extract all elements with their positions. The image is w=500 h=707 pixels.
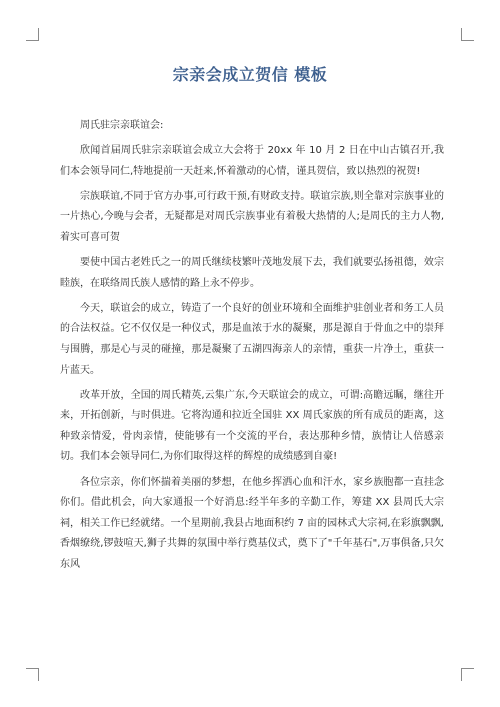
paragraph-3: 要使中国古老姓氏之一的周氏继续枝繁叶茂地发展下去，我们就要弘扬祖德，效宗睦族，在联络周氏族人感情的路上永不停步。	[60, 257, 444, 289]
crop-mark-bottom-right	[461, 668, 474, 681]
paragraph-6: 各位宗亲，你们怀揣着美丽的梦想，在他乡挥洒心血和汗水，家乡族胞都一直挂念你们。借此机会，向大家通报一个好消息:经半年多的辛勤工作，筹建 XX 县周氏大宗祠，相关工作已经就绪。一个星期前,我县占地面积约 7 亩的园林式大宗祠,在彩旗飘飘,香烟缭绕,锣鼓喧天,狮子共舞的氛围中举行奠基仪式，奠下了"千年基石",万事俱备,只欠东风	[60, 476, 444, 570]
crop-mark-top-right	[461, 28, 474, 41]
paragraph-2: 宗族联谊,不同于官方办事,可行政干预,有财政支持。联谊宗族,则全靠对宗族事业的一片热心,今晚与会者，无疑都是对周氏宗族事业有着极大热情的人;是周氏的主力人物,着实可喜可贺	[60, 190, 444, 243]
paragraph-5: 改革开放，全国的周氏精英,云集广东,今天联谊会的成立，可谓:高瞻远瞩，继往开来，开拓创新，与时俱进。它将沟通和拉近全国驻 XX 周氏家族的所有成员的距离，这种致亲情爱，骨肉亲情，使能够有一个交流的平台，表达那种乡情，族情让人倍感亲切。我们本会领导同仁,为你们取得这样的辉煌的成绩感到自豪!	[60, 389, 444, 463]
document-title: 宗亲会成立贺信 模板	[172, 65, 328, 84]
crop-mark-top-left	[26, 28, 39, 41]
document-body	[60, 116, 444, 575]
paragraph-1: 欣闻首届周氏驻宗亲联谊会成立大会将于 20xx 年 10 月 2 日在中山古镇召开,我们本会领导同仁,特地提前一天赶来,怀着激动的心情，谨具贺信，致以热烈的祝贺!	[60, 145, 444, 177]
crop-mark-bottom-left	[26, 668, 39, 681]
salutation: 周氏驻宗亲联谊会:	[80, 120, 164, 131]
paragraph-4: 今天，联谊会的成立，铸造了一个良好的创业环境和全面维护驻创业者和务工人员的合法权益。它不仅仅是一种仪式，那是血浓于水的凝聚，那是源自于骨血之中的崇拜与围腾，那是心与灵的碰撞，那是凝聚了五湖四海亲人的亲情，重获一片净土，重获一片蓝天。	[60, 302, 444, 376]
